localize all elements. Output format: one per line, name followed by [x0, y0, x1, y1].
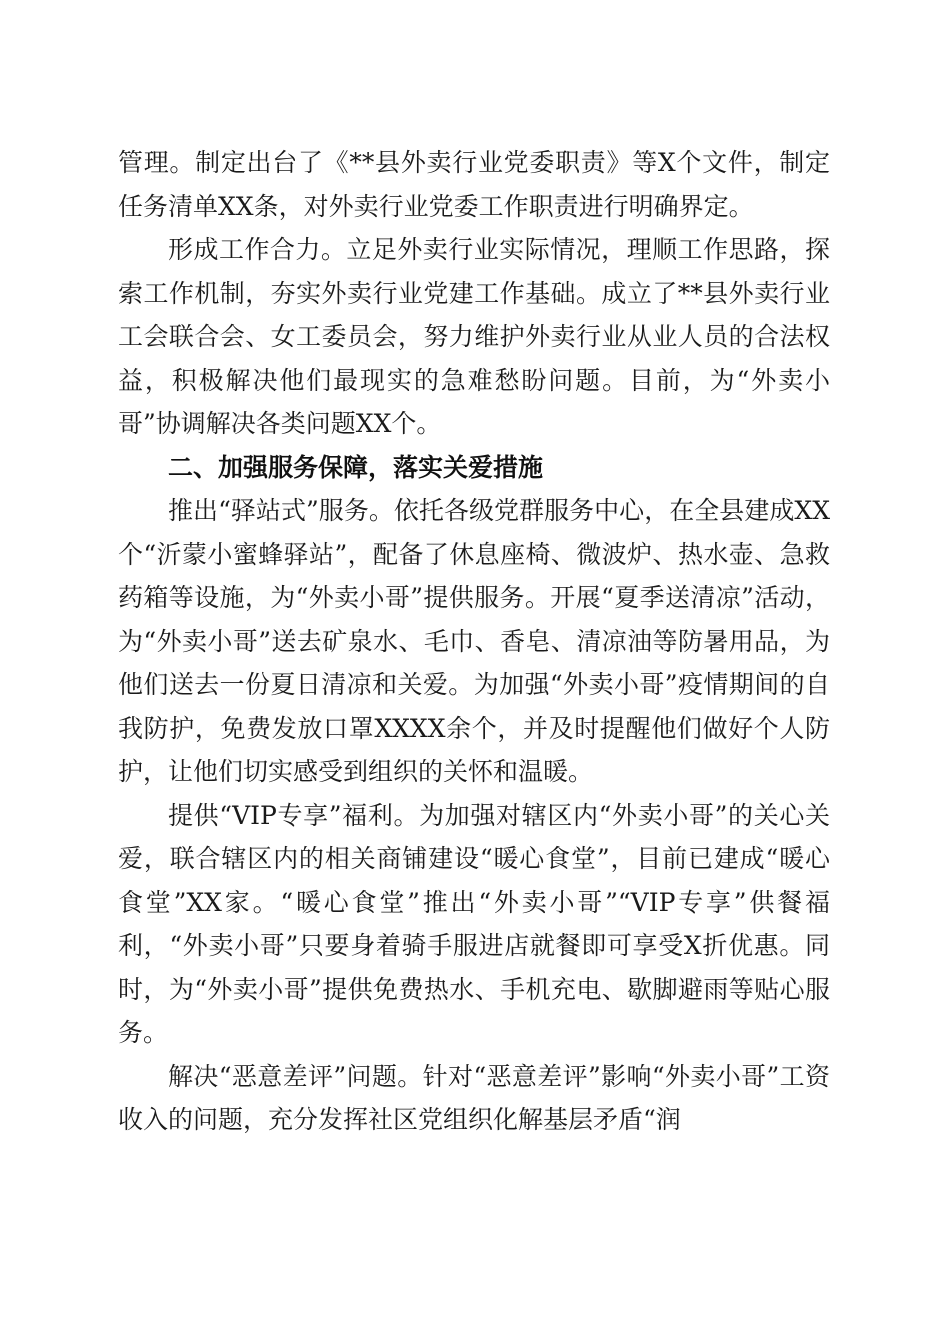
paragraph-station-service: 推出“驿站式”服务。依托各级党群服务中心，在全县建成XX个“沂蒙小蜜蜂驿站”，配备了休息座椅、微波炉、热水壶、急救药箱等设施，为“外卖小哥”提供服务。开展“夏季送清凉”活动，为“外卖小哥”送去矿泉水、毛巾、香皂、清凉油等防暑用品，为他们送去一份夏日清凉和关爱。为加强“外卖小哥”疫情期间的自我防护，免费发放口罩XXXX余个，并及时提醒他们做好个人防护，让他们切实感受到组织的关怀和温暖。	[118, 496, 830, 786]
document-body	[118, 141, 830, 1142]
section-heading: 二、加强服务保障，落实关爱措施	[168, 452, 544, 482]
paragraph-work-synergy: 形成工作合力。立足外卖行业实际情况，理顺工作思路，探索工作机制，夯实外卖行业党建工作基础。成立了**县外卖行业工会联合会、女工委员会，努力维护外卖行业从业人员的合法权益，积极解决他们最现实的急难愁盼问题。目前，为“外卖小哥”协调解决各类问题XX个。	[118, 235, 830, 438]
paragraph-vip-benefits: 提供“VIP专享”福利。为加强对辖区内“外卖小哥”的关心关爱，联合辖区内的相关商铺建设“暖心食堂”，目前已建成“暖心食堂”XX家。“暖心食堂”推出“外卖小哥”“VIP专享”供餐福利，“外卖小哥”只要身着骑手服进店就餐即可享受X折优惠。同时，为“外卖小哥”提供免费热水、手机充电、歇脚避雨等贴心服务。	[118, 800, 830, 1047]
paragraph-continuation: 管理。制定出台了《**县外卖行业党委职责》等X个文件，制定任务清单XX条，对外卖行业党委工作职责进行明确界定。	[118, 148, 830, 221]
paragraph-negative-reviews: 解决“恶意差评”问题。针对“恶意差评”影响“外卖小哥”工资收入的问题，充分发挥社区党组织化解基层矛盾“润	[118, 1061, 830, 1134]
